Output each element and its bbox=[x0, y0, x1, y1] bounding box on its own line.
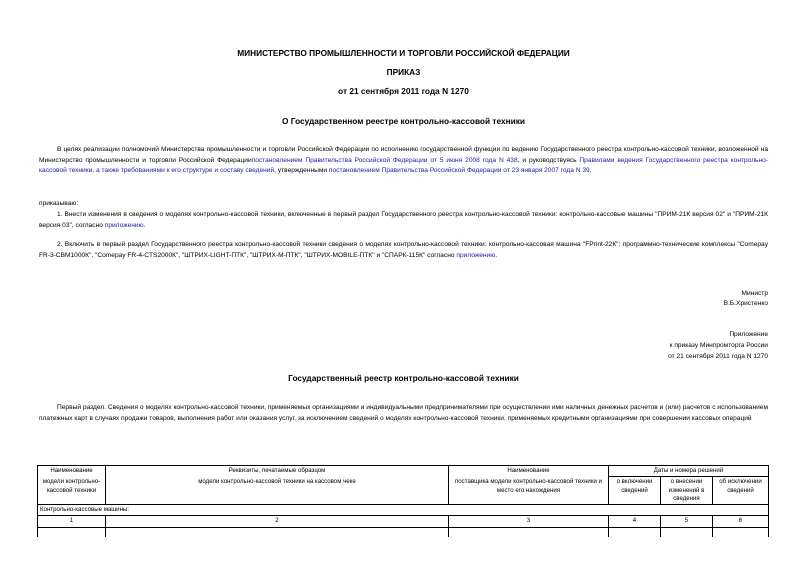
table-number-row bbox=[38, 516, 769, 527]
empty-cell bbox=[713, 527, 769, 537]
col-model-title: Наименование bbox=[50, 467, 93, 474]
preamble-text-2: , и руководствуясь bbox=[517, 156, 580, 164]
signature-title: Министр bbox=[741, 290, 768, 297]
order-item-2-link[interactable]: приложению bbox=[456, 251, 496, 259]
preamble-link-decree-438[interactable]: постановлением Правительства Российской Федерации от 5 июня 2008 года N 438 bbox=[251, 156, 518, 164]
col-supplier-title: Наименование bbox=[507, 467, 550, 474]
col-exclusion-header: об исключении сведений bbox=[713, 477, 769, 505]
preamble-paragraph bbox=[39, 145, 768, 177]
preamble-link-decree-39[interactable]: постановлением Правительства Российской Федерации от 23 января 2007 года N 39 bbox=[328, 167, 590, 174]
empty-cell bbox=[661, 527, 713, 537]
registry-table bbox=[37, 465, 769, 537]
order-item-1-text: 1. Внести изменения в сведения о моделях контрольно-кассовой техники, включенные в первый раздел Государственного реестра контрольно-кассовой техники: контрольно-кассовые машины "ПРИМ-21К версия 02" и "ПРИМ-21К версия 03", согласно bbox=[39, 211, 768, 229]
column-number: 3 bbox=[449, 516, 609, 527]
order-word: приказываю: bbox=[39, 200, 79, 207]
col-supplier-sub: поставщика модели контрольно-кассовой техники и место его нахождения bbox=[454, 478, 603, 494]
col-inclusion-header: о включении сведений bbox=[609, 477, 661, 505]
order-item-1 bbox=[39, 210, 768, 231]
empty-cell bbox=[609, 527, 661, 537]
doc-type: ПРИКАЗ bbox=[386, 67, 421, 77]
col-requisites-sub: модели контрольно-кассовой техники на кассовом чеке bbox=[198, 478, 356, 486]
table-empty-row bbox=[38, 527, 769, 537]
order-item-1-end: . bbox=[143, 221, 146, 229]
col-requisites-header bbox=[106, 466, 449, 505]
registry-section-intro: Первый раздел. Сведения о моделях контрольно-кассовой техники, применяемых организациями и индивидуальными предпринимателями при осуществлении ими наличных денежных расчетов и (или) расчетов с использованием платежных карт в случаях продажи товаров, выполнения работ или оказания услуг, за исключением сведений о моделях контрольно-кассовой техники, применяемых кредитными организациями при совершении кассовых операций bbox=[39, 404, 768, 422]
column-number: 6 bbox=[713, 516, 769, 527]
preamble-link-rules[interactable]: Правилами ведения Государственного реестра контрольно-кассовой техники, а также требованиями к его структуре и составу сведений bbox=[39, 156, 768, 174]
signature-name: В.Б.Христенко bbox=[723, 300, 768, 307]
column-number: 2 bbox=[106, 516, 449, 527]
order-item-1-link[interactable]: приложению bbox=[104, 221, 144, 229]
column-number: 5 bbox=[661, 516, 713, 527]
registry-title: Государственный реестр контрольно-кассовой техники bbox=[288, 373, 519, 383]
group-row-cell: Контрольно-кассовые машины: bbox=[38, 505, 769, 516]
doc-date: от 21 сентября 2011 года N 1270 bbox=[338, 86, 469, 96]
preamble-text-3: , утвержденными bbox=[274, 167, 329, 174]
col-requisites-title: Реквизиты, печатаемые образцом bbox=[228, 467, 326, 474]
preamble-text-4: , bbox=[589, 167, 592, 174]
ministry-title: МИНИСТЕРСТВО ПРОМЫШЛЕННОСТИ И ТОРГОВЛИ РОССИЙСКОЙ ФЕДЕРАЦИИ bbox=[237, 48, 570, 58]
empty-cell bbox=[449, 527, 609, 537]
appendix-line-2: к приказу Минпромторга России bbox=[669, 342, 768, 349]
col-changes-header: о внесении изменений в сведения bbox=[661, 477, 713, 505]
appendix-line-3: от 21 сентября 2011 года N 1270 bbox=[668, 353, 768, 360]
preamble-text-1: В целях реализации полномочий Министерства промышленности и торговли Российской Федерации по исполнению государственной функции по ведению Государственного реестра контрольно-кассовой техники, возложенной на Министерство промышленности и торговли Российской Федерации bbox=[39, 146, 768, 164]
empty-cell bbox=[106, 527, 449, 537]
table-group-row bbox=[38, 505, 769, 516]
order-item-2-text: 2. Включить в первый раздел Государственного реестра контрольно-кассовой техники сведения о моделях контрольно-кассовой техники: контрольно-кассовая машина "FPrint-22К"; программно-технические комплексы "Comepay FR-3-CBM1000К", "Comepay FR-4-CTS2000К", "ШТРИХ-LIGHT-ПТК", "ШТРИХ-М-ПТК", "ШТРИХ-MOBILE-ПТК" и "СПАРК-115К" согласно bbox=[39, 241, 768, 259]
table-header-row-1 bbox=[38, 466, 769, 477]
column-number: 4 bbox=[609, 516, 661, 527]
order-item-2-end: . bbox=[495, 251, 498, 259]
col-supplier-header bbox=[449, 466, 609, 505]
column-number: 1 bbox=[38, 516, 106, 527]
empty-cell bbox=[38, 527, 106, 537]
order-item-2 bbox=[39, 240, 768, 261]
doc-subject: О Государственном реестре контрольно-кассовой техники bbox=[282, 116, 525, 126]
appendix-line-1: Приложение bbox=[729, 331, 768, 338]
col-model-sub: модели контрольно-кассовой техники bbox=[42, 478, 101, 494]
col-model-header bbox=[38, 466, 106, 505]
col-dates-header: Даты и номера решений bbox=[609, 466, 769, 477]
